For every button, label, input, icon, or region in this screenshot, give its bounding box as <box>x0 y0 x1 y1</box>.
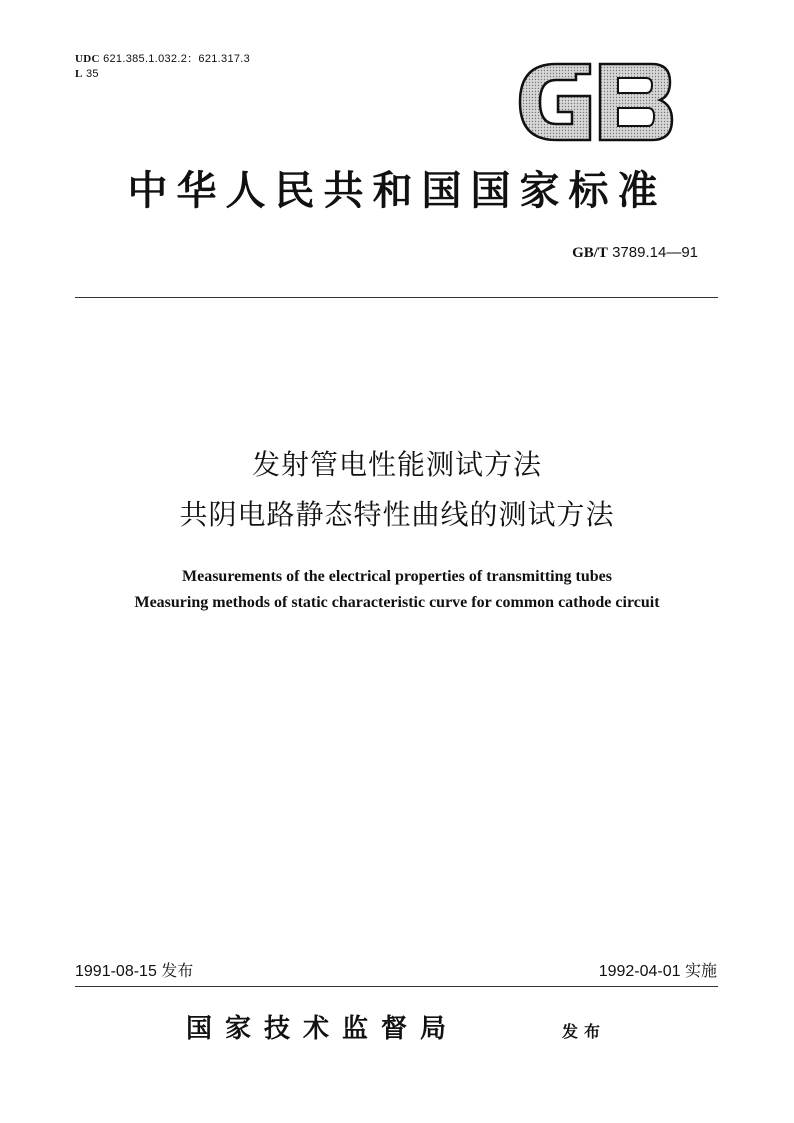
chinese-title-line-2: 共阴电路静态特性曲线的测试方法 <box>179 498 615 531</box>
classification-block <box>75 52 250 82</box>
ccs-code: 35 <box>86 68 99 80</box>
gb-logo-b-counter-top <box>618 78 652 93</box>
english-title-line-1: Measurements of the electrical properties of transmitting tubes <box>182 568 612 585</box>
udc-label: UDC <box>75 53 100 65</box>
gb-logo-b-counter-bottom <box>618 108 654 126</box>
udc-code: 621.385.1.032.2：621.317.3 <box>103 53 251 65</box>
gb-logo <box>516 60 676 144</box>
ccs-line <box>75 67 250 82</box>
gb-logo-b <box>600 64 672 140</box>
standard-title: 中华人民共和国国家标准 <box>127 167 667 214</box>
issuing-authority: 国家技术监督局 <box>186 1014 460 1044</box>
effective-date: 1992-04-01 实施 <box>598 963 717 980</box>
publish-date: 1991-08-15 发布 <box>75 963 194 980</box>
standard-number <box>572 244 698 262</box>
standard-number-value: 3789.14—91 <box>612 244 698 261</box>
english-title-line-2: Measuring methods of static characteristic curve for common cathode circuit <box>134 594 660 611</box>
ccs-label: L <box>75 68 83 80</box>
issue-action: 发布 <box>562 1022 607 1041</box>
chinese-title-line-1: 发射管电性能测试方法 <box>251 448 542 481</box>
udc-line <box>75 52 250 67</box>
gb-logo-g <box>520 64 590 140</box>
top-divider <box>75 297 718 298</box>
standard-number-prefix: GB/T <box>572 245 608 261</box>
bottom-divider <box>75 986 718 987</box>
